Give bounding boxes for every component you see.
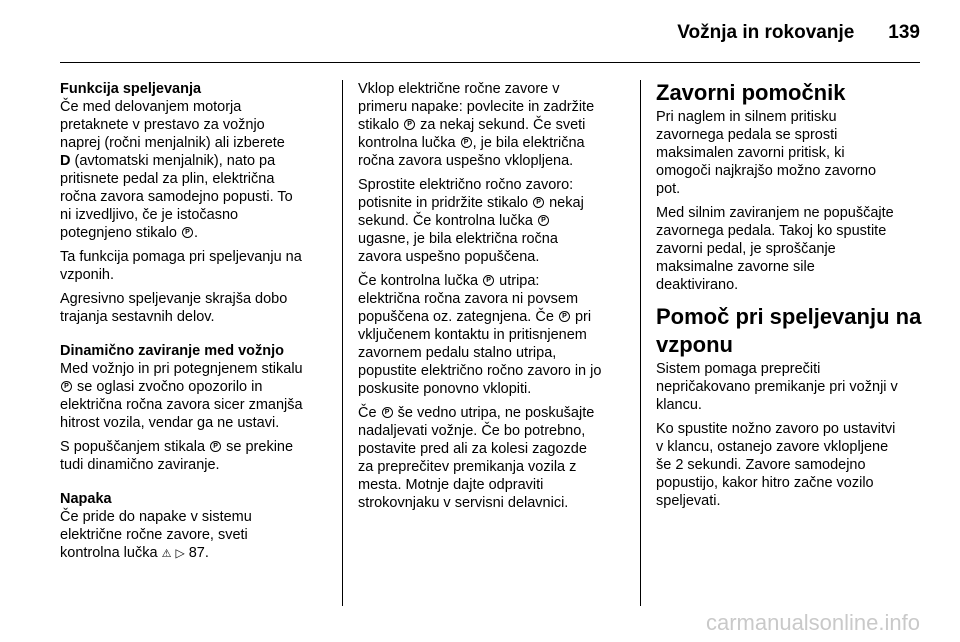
text-line: Ko spustite nožno zavoro po ustavitvi	[656, 421, 896, 437]
text-fragment: (avtomatski menjalnik), nato pa	[70, 153, 276, 169]
paragraph-release	[60, 438, 326, 474]
text-line: popustite električno ročno zavoro in jo	[358, 363, 602, 379]
text-line: Sprostite električno ročno zavoro:	[358, 177, 574, 193]
text-line: ročna zavora samodejno popusti. To	[60, 189, 293, 205]
text-line: vzponih.	[60, 267, 115, 283]
text-fragment: utripa:	[495, 273, 540, 289]
text-line: še 2 sekundi. Zavore samodejno	[656, 457, 866, 473]
page-number: 139	[888, 22, 920, 43]
heading-line: Pomoč pri speljevanju na	[656, 304, 922, 329]
text-line: maksimalne zavorne sile	[656, 259, 815, 275]
text-line: za preprečitev premikanja vozila z	[358, 459, 577, 475]
heading-hill-start-assist	[656, 304, 922, 358]
paragraph-dynamic-braking	[60, 360, 326, 432]
watermark: carmanualsonline.info	[705, 610, 920, 635]
parking-brake-icon	[461, 137, 472, 148]
text-fragment: popuščena oz. zategnjena. Če	[358, 309, 554, 325]
text-line	[60, 152, 326, 170]
text-fragment: nekaj	[545, 195, 584, 211]
paragraph-wear	[60, 290, 326, 326]
text-line: Vklop električne ročne zavore v	[358, 81, 560, 97]
page-reference: 87.	[188, 545, 209, 561]
text-line	[60, 378, 326, 396]
paragraph-fault	[60, 508, 326, 563]
parking-brake-icon	[382, 407, 393, 418]
text-line: poskusite ponovno vklopiti.	[358, 381, 532, 397]
text-line: zavornega pedala se sprosti	[656, 127, 838, 143]
paragraph-hill-assist-2	[656, 420, 922, 510]
text-line: ugasne, je bila električna ročna	[358, 231, 558, 247]
text-line: trajanja sestavnih delov.	[60, 309, 215, 325]
text-line: hitrost vozila, vendar ga ne ustavi.	[60, 415, 280, 431]
text-line: električna ročna zavora sicer zmanjša	[60, 397, 303, 413]
text-line: speljevati.	[656, 493, 721, 509]
text-fragment: .	[193, 225, 198, 241]
heading-brake-assist: Zavorni pomočnik	[656, 80, 846, 105]
text-line: omogoči najkrajšo možno zavorno	[656, 163, 877, 179]
text-fragment: kontrolna lučka	[60, 545, 158, 561]
text-line	[358, 116, 624, 134]
text-fragment: kontrolna lučka	[358, 135, 456, 151]
text-line: strokovnjaku v servisni delavnici.	[358, 495, 569, 511]
text-fragment: še vedno utripa, ne poskušajte	[393, 405, 595, 421]
text-line	[358, 272, 624, 290]
text-line: pritisnete pedal za plin, električna	[60, 171, 275, 187]
heading-line: vzponu	[656, 332, 733, 357]
page-reference-arrow-icon: ▷	[175, 546, 185, 560]
text-line: maksimalen zavorni pritisk, ki	[656, 145, 845, 161]
text-fragment: , je bila električna	[472, 135, 585, 151]
text-line: Agresivno speljevanje skrajša dobo	[60, 291, 288, 307]
text-line: pretaknete v prestavo za vožnjo	[60, 117, 265, 133]
text-line: zavorni pedal, je sproščanje	[656, 241, 836, 257]
paragraph-still-flashing	[358, 404, 624, 512]
section-title-launch: Funkcija speljevanja	[60, 81, 202, 97]
brake-fault-icon: ⚠	[161, 548, 172, 560]
text-fragment: sekund. Če kontrolna lučka	[358, 213, 533, 229]
text-line: primeru napake: povlecite in zadržite	[358, 99, 595, 115]
paragraph-launch	[60, 98, 326, 242]
column-1	[60, 80, 326, 569]
parking-brake-icon	[533, 197, 544, 208]
section-title-dynamic-braking: Dinamično zaviranje med vožnjo	[60, 343, 284, 359]
text-line	[358, 134, 624, 152]
text-line: v klancu, ostanejo zavore vklopljene	[656, 439, 889, 455]
paragraph-brake-assist	[656, 108, 922, 198]
text-line: zavornega pedala. Takoj ko spustite	[656, 223, 887, 239]
text-line	[358, 212, 624, 230]
text-line: Če med delovanjem motorja	[60, 99, 242, 115]
text-fragment: za nekaj sekund. Če sveti	[416, 117, 586, 133]
paragraph-hill	[60, 248, 326, 284]
section-title-fault: Napaka	[60, 491, 112, 507]
parking-brake-icon	[210, 441, 221, 452]
column-divider-2	[640, 80, 641, 606]
text-fragment: Če kontrolna lučka	[358, 273, 479, 289]
column-3	[656, 80, 922, 516]
text-line: zavora uspešno popuščena.	[358, 249, 540, 265]
column-divider-1	[342, 80, 343, 606]
text-fragment: potegnjeno stikalo	[60, 225, 177, 241]
text-line: električne ročne zavore, sveti	[60, 527, 248, 543]
text-fragment: S popuščanjem stikala	[60, 439, 206, 455]
text-line: nepričakovano premikanje pri vožnji v	[656, 379, 898, 395]
text-line	[358, 404, 624, 422]
paragraph-brake-assist-2	[656, 204, 922, 294]
text-line: mesta. Motnje dajte odpraviti	[358, 477, 544, 493]
text-line: Ta funkcija pomaga pri speljevanju na	[60, 249, 302, 265]
text-line: Pri naglem in silnem pritisku	[656, 109, 837, 125]
text-line	[60, 438, 326, 456]
page-header	[677, 22, 920, 44]
gear-d-label: D	[60, 153, 71, 169]
text-line	[60, 224, 326, 242]
parking-brake-icon	[182, 227, 193, 238]
text-line: deaktivirano.	[656, 277, 739, 293]
text-line: pot.	[656, 181, 681, 197]
header-rule	[60, 62, 920, 63]
paragraph-disengage	[358, 176, 624, 266]
text-line: ni izvedljivo, če je istočasno	[60, 207, 239, 223]
text-line: Med silnim zaviranjem ne popuščajte	[656, 205, 894, 221]
text-line: Sistem pomaga preprečiti	[656, 361, 821, 377]
paragraph-hill-assist	[656, 360, 922, 414]
text-fragment: stikalo	[358, 117, 400, 133]
text-line	[358, 308, 624, 326]
text-line: popustijo, kakor hitro začne vozilo	[656, 475, 874, 491]
parking-brake-icon	[404, 119, 415, 130]
text-line: klancu.	[656, 397, 702, 413]
text-fragment: pri	[570, 309, 592, 325]
text-line: električna ročna zavora ni povsem	[358, 291, 579, 307]
parking-brake-icon	[483, 275, 494, 286]
text-line: naprej (ročni menjalnik) ali izberete	[60, 135, 285, 151]
column-2	[358, 80, 624, 518]
header-title: Vožnja in rokovanje	[677, 22, 855, 43]
text-line	[358, 194, 624, 212]
parking-brake-icon	[61, 381, 72, 392]
paragraph-flashing	[358, 272, 624, 398]
text-fragment: Če	[358, 405, 377, 421]
text-line: zavornem pedalu stalno utripa,	[358, 345, 557, 361]
text-line: postavite pred ali za kolesi zagozde	[358, 441, 587, 457]
text-fragment: se prekine	[222, 439, 294, 455]
text-line: nadaljevati vožnje. Če bo potrebno,	[358, 423, 586, 439]
text-line: ročna zavora uspešno vklopljena.	[358, 153, 574, 169]
parking-brake-icon	[559, 311, 570, 322]
text-line: vključenem kontaktu in pritisnjenem	[358, 327, 587, 343]
paragraph-engage	[358, 80, 624, 170]
text-line	[60, 544, 326, 563]
text-line: Med vožnjo in pri potegnjenem stikalu	[60, 361, 303, 377]
text-fragment: potisnite in pridržite stikalo	[358, 195, 529, 211]
text-line: Če pride do napake v sistemu	[60, 509, 252, 525]
parking-brake-icon	[538, 215, 549, 226]
text-fragment: se oglasi zvočno opozorilo in	[73, 379, 263, 395]
text-line: tudi dinamično zaviranje.	[60, 457, 220, 473]
